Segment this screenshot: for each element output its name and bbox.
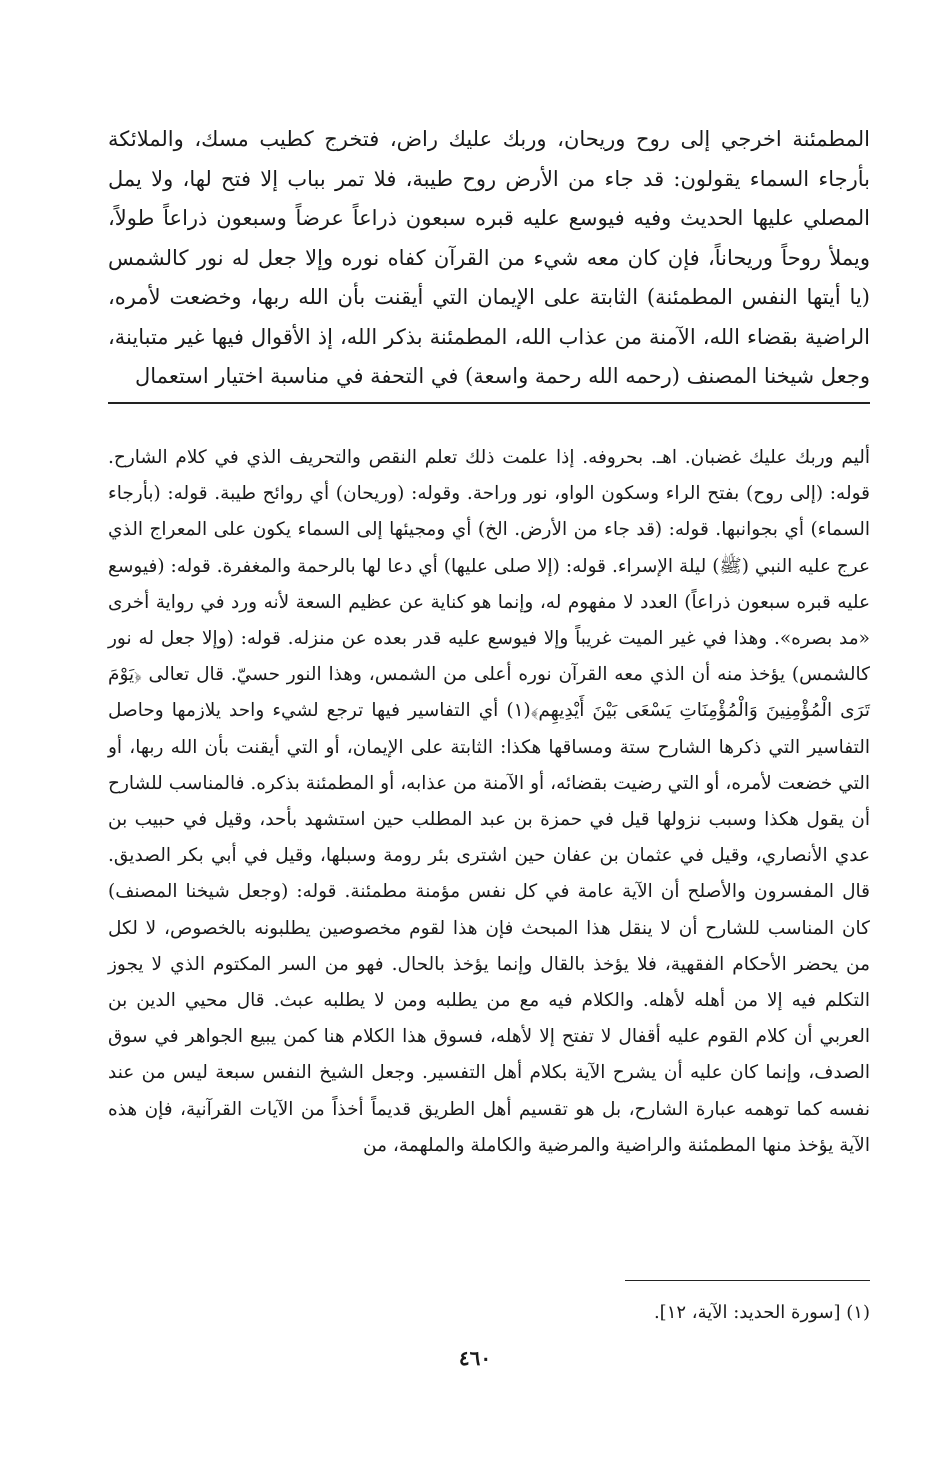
commentary-block: [108, 440, 870, 1164]
main-text-block: [108, 120, 870, 397]
page-number: ٤٦٠: [458, 1346, 492, 1370]
main-paragraph: المطمئنة اخرجي إلى روح وريحان، وربك عليك راض، فتخرج كطيب مسك، والملائكة بأرجاء السماء يقولون: قد جاء من الأرض روح طيبة، فلا تمر بباب إلا فتح لها، ولا يمل المصلي عليها الحديث وفيه فيوسع عليه قبره سبعون ذراعاً عرضاً وسبعون ذراعاً طولاً، ويملأ روحاً وريحاناً، فإن كان معه شيء من القرآن كفاه نوره وإلا جعل له نور كالشمس (يا أيتها النفس المطمئنة) الثابتة على الإيمان التي أيقنت بأن الله ربها، وخضعت لأمره، الراضية بقضاء الله، الآمنة من عذاب الله، المطمئنة بذكر الله، إذ الأقوال فيها غير متباينة، وجعل شيخنا المصنف (رحمه الله رحمة واسعة) في التحفة في مناسبة اختيار استعمال: [108, 127, 870, 388]
footnote: (١) [سورة الحديد: الآية، ١٢].: [653, 1302, 870, 1323]
footnote-separator-line: [625, 1280, 870, 1281]
main-separator-line: [108, 402, 870, 404]
commentary-paragraph: أليم وربك عليك غضبان. اهـ. بحروفه. إذا علمت ذلك تعلم النقص والتحريف الذي في كلام الشارح. قوله: (إلى روح) بفتح الراء وسكون الواو، نور وراحة. وقوله: (وريحان) أي روائح طيبة. قوله: (بأرجاء السماء) أي بجوانبها. قوله: (قد جاء من الأرض. الخ) أي ومجيئها إلى السماء يكون على المعراج الذي عرج عليه النبي (ﷺ) ليلة الإسراء. قوله: (إلا صلى عليها) أي دعا لها بالرحمة والمغفرة. قوله: (فيوسع عليه قبره سبعون ذراعاً) العدد لا مفهوم له، وإنما هو كناية عن عظيم السعة لأنه ورد في رواية أخرى «مد بصره». وهذا في غير الميت غريباً وإلا فيوسع عليه قدر بعده عن منزله. قوله: (وإلا جعل له نور كالشمس) يؤخذ منه أن الذي معه القرآن نوره أعلى من الشمس، وهذا النور حسيّ. قال تعالى ﴿يَوْمَ تَرَى الْمُؤْمِنِينَ وَالْمُؤْمِنَاتِ يَسْعَى بَيْنَ أَيْدِيهِم﴾(١) أي التفاسير فيها ترجع لشيء واحد يلازمها وحاصل التفاسير التي ذكرها الشارح ستة ومساقها هكذا: الثابتة على الإيمان، أو التي أيقنت بأن الله ربها، أو التي خضعت لأمره، أو التي رضيت بقضائه، أو الآمنة من عذابه، أو المطمئنة بذكره. فالمناسب للشارح أن يقول هكذا وسبب نزولها قيل في حمزة بن عبد المطلب حين استشهد بأحد، وقيل في حبيب بن عدي الأنصاري، وقيل في عثمان بن عفان حين اشترى بئر رومة وسبلها، وقيل في أبي بكر الصديق. قال المفسرون والأصلح أن الآية عامة في كل نفس مؤمنة مطمئنة. قوله: (وجعل شيخنا المصنف) كان المناسب للشارح أن لا ينقل هذا المبحث فإن هذا لقوم مخصوصين يطلبونه بالخصوص، لا لكل من يحضر الأحكام الفقهية، فلا يؤخذ بالقال وإنما يؤخذ بالحال. فهو من السر المكتوم الذي لا يجوز التكلم فيه إلا من أهله لأهله. والكلام فيه مع من يطلبه ومن لا يطلبه عبث. قال محيي الدين بن العربي أن كلام القوم عليه أقفال لا تفتح إلا لأهله، فسوق هذا الكلام هنا كمن يبيع الجواهر في سوق الصدف، وإنما كان عليه أن يشرح الآية بكلام أهل التفسير. وجعل الشيخ النفس سبعة ليس من عند نفسه كما توهمه عبارة الشارح، بل هو تقسيم أهل الطريق قديماً أخذاً من الآيات القرآنية، فإن هذه الآية يؤخذ منها المطمئنة والراضية والمرضية والكاملة والملهمة، من: [108, 447, 870, 1156]
